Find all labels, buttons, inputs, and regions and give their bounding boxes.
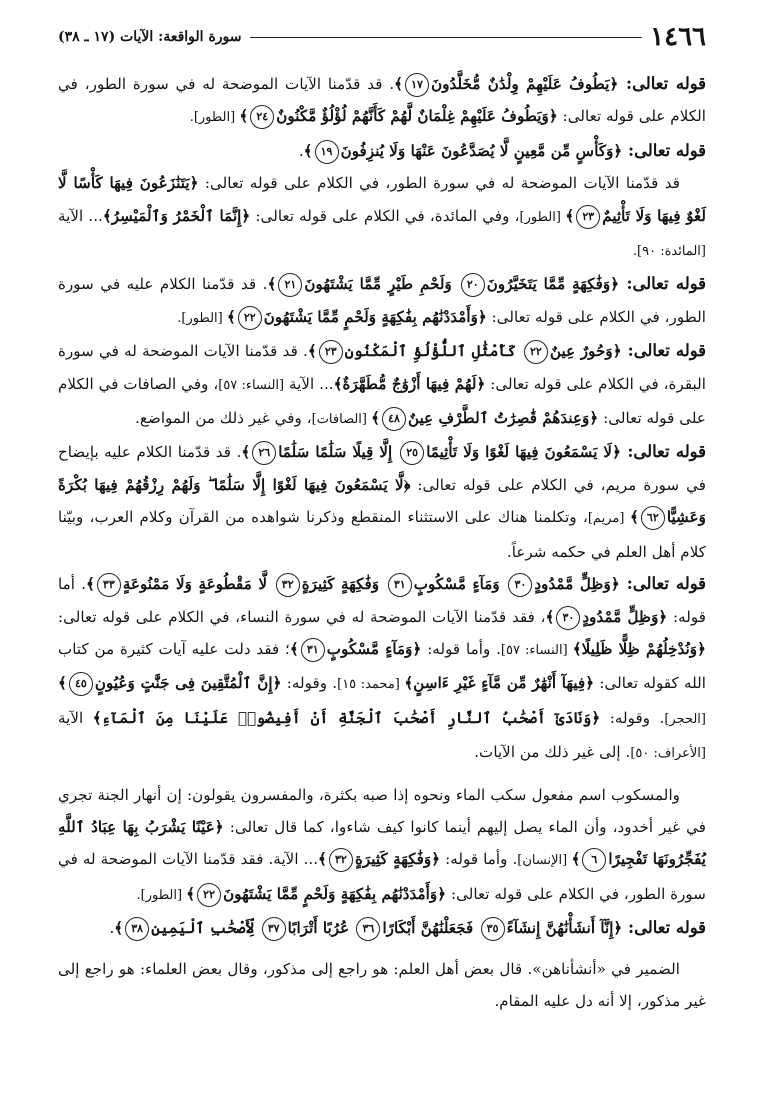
citation: [الطور]. [177, 310, 227, 326]
verse-number: ٣٦ [356, 917, 380, 941]
lead-phrase: قوله تعالى: [621, 341, 707, 361]
page-header [58, 20, 706, 54]
quran-verse: كَأَمْثَٰلِ ٱللُّؤْلُؤِ ٱلْمَكْنُونِ [344, 342, 522, 361]
verse-number: ٦٢ [641, 506, 665, 530]
quran-verse: ﴾ [114, 919, 124, 938]
body-text-run: الضمير في «أنشأناهن». قال بعض أهل العلم: هو راجع إلى مذكور، وقال بعض العلماء: هو راجع إلى غير مذكور، إلا أنه دل عليه المقام. [58, 959, 706, 1010]
body-text-run: . قد قدّمنا الكلام عليه في سورة الطور، في الكلام على قوله تعالى: [58, 275, 706, 326]
verse-number: ٣٢ [329, 848, 353, 872]
quran-verse: وَفَٰكِهَةٍ كَثِيرَةٍ [301, 575, 386, 594]
paragraph [58, 167, 706, 268]
citation: [الإنسان] [517, 853, 572, 869]
body-text-run: . أما قوله: [58, 575, 706, 626]
citation: [المائدة: ٩٠]. [632, 244, 706, 260]
header-rule [250, 37, 643, 38]
lead-phrase: قوله تعالى: [619, 574, 707, 594]
quran-verse: ﴾ [565, 206, 575, 225]
body-text-run: . وقوله: [281, 674, 338, 693]
quran-verse: فَجَعَلْنَٰهُنَّ أَبْكَارًا [382, 919, 479, 938]
verse-number: ٢٢ [197, 883, 221, 907]
quran-verse: ﴿لَّا يَسْمَعُونَ فِيهَا لَغْوًا إِلَّا سَلَٰمًا ۖ وَلَهُمْ رِزْقُهُمْ فِيهَا بُكْرَةً وَعَشِيًّا [58, 475, 706, 527]
quran-verse: ﴿وَحُورٌ عِينٌ [549, 342, 622, 361]
quran-verse: ﴿وَنُدْخِلُهُمْ ظِلًّا ظَلِيلًا﴾ [572, 639, 707, 658]
body-text-run: . [109, 919, 115, 938]
citation: [الطور]. [136, 887, 187, 903]
body-text-run: ... الآية [284, 374, 334, 393]
body-text [58, 68, 706, 1017]
body-text-run: ... الآية [58, 206, 103, 225]
quran-verse: ﴿إِنَّ ٱلْمُتَّقِينَ فِى جَنَّٰتٍ وَعُيُونٍ [94, 674, 282, 693]
quran-verse: ﴾ [267, 275, 277, 294]
lead-phrase: قوله تعالى: [619, 274, 706, 294]
lead-phrase: قوله تعالى: [622, 140, 706, 160]
paragraph [58, 268, 706, 335]
citation: [مريم] [587, 511, 630, 527]
quran-verse: ﴾ [241, 443, 251, 462]
quran-verse: ﴿وَظِلٍّ مَّمْدُودٍ [582, 607, 668, 626]
quran-verse: ﴾ [226, 307, 236, 326]
body-text-run: قد قدّمنا الآيات الموضحة له في سورة الطور، في الكلام على قوله تعالى: [198, 174, 680, 193]
quran-verse: ﴿وَكَأْسٍ مِّن مَّعِينٍ لَّا يُصَدَّعُونَ عَنْهَا وَلَا يُنزِفُونَ [340, 141, 623, 160]
verse-number: ٢٠ [461, 273, 485, 297]
body-text-run: . وأما قوله: [440, 850, 518, 869]
paragraph [58, 335, 706, 436]
citation: [الأعراف: ٥٠] [630, 746, 706, 762]
body-text-run: ... الآية. فقد قدّمنا الآيات الموضحة له في سورة الطور، في الكلام على قوله تعالى: [58, 850, 706, 903]
verse-number: ٣٠ [556, 606, 580, 630]
quran-verse: ﴿وَعِندَهُمْ قَٰصِرَٰتُ ٱلطَّرْفِ عِينٌ [408, 409, 599, 428]
quran-verse: ﴿وَأَمْدَدْنَٰهُم بِفَٰكِهَةٍ وَلَحْمٍ مِّمَّا يَشْتَهُونَ [223, 884, 447, 903]
verse-number: ٣٥ [481, 917, 505, 941]
quran-verse: ﴿إِنَّآ أَنشَأْنَٰهُنَّ إِنشَآءً [506, 919, 623, 938]
paragraph [58, 912, 706, 944]
body-text-run: . قد قدّمنا الآيات الموضحة له في سورة الطور، في الكلام على قوله تعالى: [58, 75, 706, 126]
quran-verse: ﴿وَنَادَىٰٓ أَصْحَٰبُ ٱلنَّارِ أَصْحَٰبَ ٱلْجَنَّةِ أَنْ أَفِيضُوا۟ عَلَيْنَا مِنَ ٱلْمَآءِ﴾ [92, 708, 601, 727]
quran-verse: لِّأَصْحَٰبِ ٱلْيَمِينِ [151, 919, 260, 938]
quran-verse: لَّا مَقْطُوعَةٍ وَلَا مَمْنُوعَةٍ [122, 575, 274, 594]
citation: [محمد: ١٥] [337, 677, 405, 693]
verse-number: ٣٢ [276, 573, 300, 597]
verse-number: ٢٥ [400, 441, 424, 465]
body-text-run: ، وتكلمنا هناك على الاستثناء المنقطع وذكرنا شواهده من القرآن وكلام العرب، وبيّنا كلام أهل العلم في حكمه شرعاً. [58, 508, 706, 561]
body-text-run: . وقوله: [600, 708, 665, 727]
paragraph [58, 953, 706, 1018]
verse-number: ١٩ [315, 140, 339, 164]
body-text-run: ؛ فقد دلت عليه آيات كثيرة من كتاب الله كقوله تعالى: [58, 639, 707, 693]
quran-verse: ﴿وَمَآءٍ مَّسْكُوبٍ [326, 639, 422, 658]
page-number: ١٤٦٦ [650, 22, 706, 52]
quran-verse: ﴾ [186, 884, 196, 903]
running-head: سورة الواقعة: الآيات (١٧ ـ ٣٨) [58, 29, 242, 45]
citation: [النساء: ٥٧] [500, 642, 573, 658]
quran-verse: ﴿إِنَّمَا ٱلْخَمْرُ وَٱلْمَيْسِرُ﴾ [102, 206, 251, 225]
page [58, 20, 706, 1017]
verse-number: ٣٠ [508, 573, 532, 597]
verse-number: ٢٦ [252, 441, 276, 465]
verse-number: ٤٥ [69, 672, 93, 696]
paragraph [58, 135, 706, 167]
quran-verse: ﴿وَفَٰكِهَةٍ كَثِيرَةٍ [354, 850, 441, 869]
quran-verse: ﴾ [545, 607, 555, 626]
quran-verse: ﴿وَأَمْدَدْنَٰهُم بِفَٰكِهَةٍ وَلَحْمٍ مِّمَّا يَشْتَهُونَ [263, 307, 487, 326]
quran-verse: ﴾ [307, 342, 317, 361]
quran-verse: ﴿فِيهَآ أَنْهَٰرٌ مِّن مَّآءٍ غَيْرِ ءَاسِنٍ﴾ [404, 674, 595, 693]
verse-number: ٢٢ [238, 306, 262, 330]
quran-verse: ﴿وَفَٰكِهَةٍ مِّمَّا يَتَخَيَّرُونَ [486, 275, 620, 294]
body-text-run: ، وفي المائدة، في الكلام على قوله تعالى: [250, 206, 520, 225]
body-text-run: ، وفي الصافات في الكلام على قوله تعالى: [58, 374, 706, 428]
quran-verse: ﴾ [289, 639, 299, 658]
quran-verse: ﴾ [394, 75, 404, 93]
quran-verse: ﴿عَيْنًا يَشْرَبُ بِهَا عِبَادُ ٱللَّهِ يُفَجِّرُونَهَا تَفْجِيرًا [58, 817, 707, 869]
verse-number: ٣٣ [97, 573, 121, 597]
verse-number: ٢٣ [319, 340, 343, 364]
quran-verse: ﴾ [303, 141, 313, 160]
verse-number: ٣١ [301, 638, 325, 662]
paragraph [58, 436, 706, 568]
body-text-run: . [298, 141, 304, 160]
verse-number: ٢١ [278, 273, 302, 297]
paragraph [58, 779, 706, 913]
quran-verse: وَلَحْمِ طَيْرٍ مِّمَّا يَشْتَهُونَ [304, 275, 459, 294]
quran-verse: ﴿لَهُمْ فِيهَا أَزْوَٰجٌ مُّطَهَّرَةٌ﴾ [333, 374, 486, 393]
quran-verse: ﴾ [571, 850, 581, 869]
lead-phrase: قوله تعالى: [618, 74, 706, 93]
verse-number: ٣٧ [262, 917, 286, 941]
verse-number: ٢٣ [576, 205, 600, 229]
quran-verse: ﴿لَا يَسْمَعُونَ فِيهَا لَغْوًا وَلَا تَأْثِيمًا [426, 443, 621, 462]
verse-number: ٦ [582, 848, 606, 872]
quran-verse: ﴾ [371, 409, 381, 428]
citation: [الحجر] [664, 711, 706, 727]
citation: [الصافات] [311, 412, 372, 428]
verse-number: ٢٤ [250, 105, 274, 129]
paragraph [58, 68, 706, 135]
verse-number: ٢٢ [524, 340, 548, 364]
quran-verse: ﴿وَيَطُوفُ عَلَيْهِمْ غِلْمَانٌ لَّهُمْ كَأَنَّهُمْ لُؤْلُؤٌ مَّكْنُونٌ [276, 107, 558, 126]
body-text-run: . إلى غير ذلك من الآيات. [474, 743, 631, 762]
citation: [الطور] [519, 209, 566, 225]
quran-verse: وَمَآءٍ مَّسْكُوبٍ [413, 575, 507, 594]
citation: [النساء: ٥٧] [218, 377, 285, 393]
verse-number: ٤٨ [382, 407, 406, 431]
verse-number: ٣٨ [125, 917, 149, 941]
body-text-run: . قد قدّمنا الآيات الموضحة له في سورة البقرة، في الكلام على قوله تعالى: [58, 342, 706, 393]
quran-verse: ﴾ [629, 508, 639, 527]
quran-verse: إِلَّا قِيلًا سَلَٰمًا سَلَٰمًا [278, 443, 399, 462]
quran-verse: ﴿وَظِلٍّ مَّمْدُودٍ [534, 575, 620, 594]
verse-number: ١٧ [405, 73, 429, 97]
lead-phrase: قوله تعالى: [622, 918, 706, 938]
body-text-run: الآية [58, 708, 93, 727]
quran-verse: عُرُبًا أَتْرَابًا [287, 919, 355, 938]
body-text-run: والمسكوب اسم مفعول سكب الماء ونحوه إذا صبه بكثرة، والمفسرون يقولون: إن أنهار الجنة تجري في غير أخدود، وأن الماء يصل إليهم أينما كانوا كيف شاءوا، كما قال تعالى: [58, 785, 706, 836]
verse-number: ٣١ [388, 573, 412, 597]
quran-verse: ﴿يَتَنَٰزَعُونَ فِيهَا كَأْسًا لَّا لَغْوٌ فِيهَا وَلَا تَأْثِيمٌ [58, 174, 706, 225]
body-text-run: . قد قدّمنا الكلام عليه بإيضاح في سورة مريم، في الكلام على قوله تعالى: [58, 443, 706, 494]
quran-verse: ﴾ [85, 575, 95, 594]
citation: [الطور]. [189, 110, 240, 126]
body-text-run: ، وفي غير ذلك من المواضع. [135, 409, 312, 428]
quran-verse: ﴾ [239, 107, 249, 126]
paragraph [58, 568, 706, 770]
quran-verse: ﴿يَطُوفُ عَلَيْهِمْ وِلْدَٰنٌ مُّخَلَّدُونَ [431, 75, 619, 93]
body-text-run: . وأما قوله: [421, 639, 501, 658]
lead-phrase: قوله تعالى: [620, 442, 706, 462]
body-text-run: ، فقد قدّمنا الآيات الموضحة له في سورة النساء، في الكلام على قوله تعالى: [58, 607, 546, 626]
quran-verse: ﴾ [58, 674, 67, 693]
quran-verse: ﴾ [318, 850, 327, 869]
